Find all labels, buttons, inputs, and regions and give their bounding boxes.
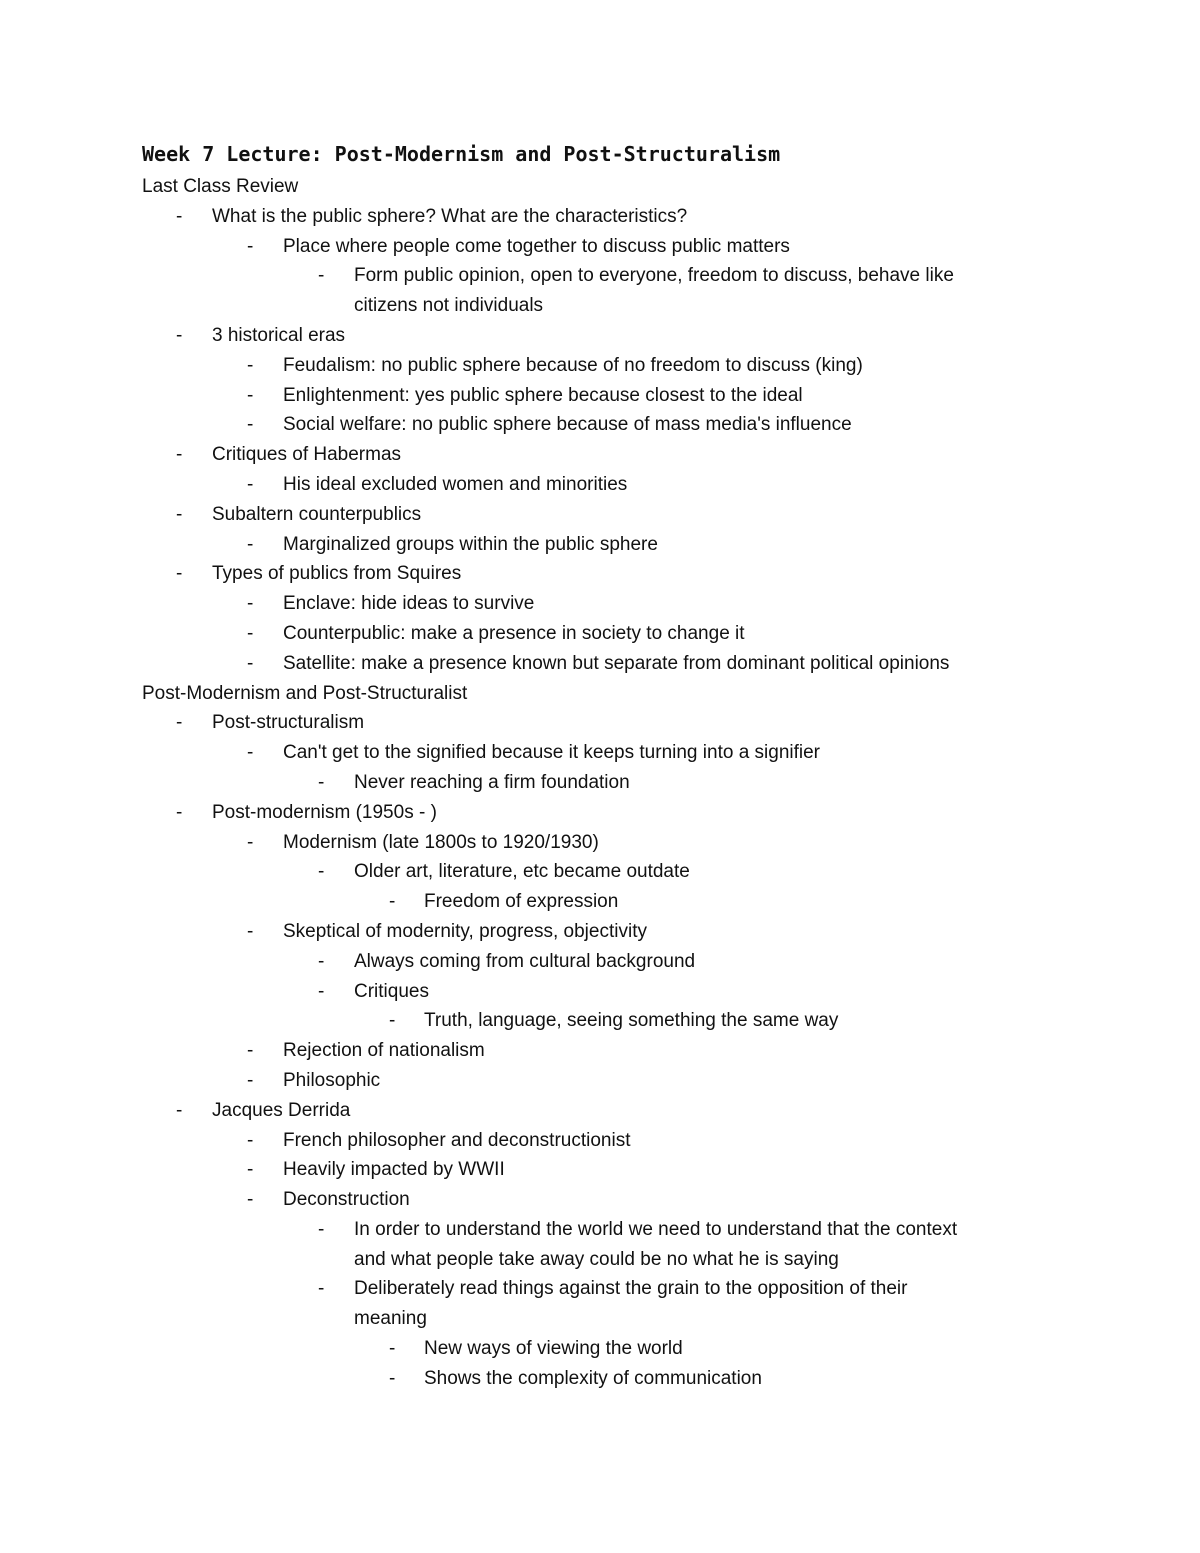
line-text: Skeptical of modernity, progress, objectivity xyxy=(283,920,647,942)
list-item xyxy=(0,708,1200,738)
line-text: Place where people come together to discuss public matters xyxy=(283,235,790,257)
bullet-dash: - xyxy=(247,593,254,615)
list-item xyxy=(0,1215,1200,1245)
bullet-dash: - xyxy=(389,891,396,913)
bullet-dash: - xyxy=(318,980,325,1002)
bullet-dash: - xyxy=(176,712,183,734)
list-item xyxy=(0,1155,1200,1185)
line-text: Philosophic xyxy=(283,1069,381,1091)
list-item xyxy=(0,649,1200,679)
line-text: Post-Modernism and Post-Structuralist xyxy=(142,682,468,704)
line-text: meaning xyxy=(354,1308,427,1330)
line-text: 3 historical eras xyxy=(212,324,346,346)
line-text: and what people take away could be no what he is saying xyxy=(354,1248,839,1270)
list-item xyxy=(0,1304,1200,1334)
line-text: Enclave: hide ideas to survive xyxy=(283,593,535,615)
line-text: Critiques xyxy=(354,980,429,1002)
line-text: Freedom of expression xyxy=(424,891,619,913)
line-text: Critiques of Habermas xyxy=(212,444,402,466)
bullet-dash: - xyxy=(318,265,325,287)
list-item xyxy=(0,1126,1200,1156)
bullet-dash: - xyxy=(247,652,254,674)
list-item xyxy=(0,202,1200,232)
line-text: Always coming from cultural background xyxy=(354,950,696,972)
bullet-dash: - xyxy=(318,861,325,883)
line-text: Deliberately read things against the grain to the opposition of their xyxy=(354,1278,908,1300)
list-item xyxy=(0,1096,1200,1126)
bullet-dash: - xyxy=(247,622,254,644)
line-text: Satellite: make a presence known but separate from dominant political opinions xyxy=(283,652,950,674)
line-text: Older art, literature, etc became outdate xyxy=(354,861,690,883)
list-item xyxy=(0,1274,1200,1304)
outline-list xyxy=(0,172,1200,1394)
list-item xyxy=(0,619,1200,649)
list-item xyxy=(0,530,1200,560)
list-item xyxy=(0,887,1200,917)
bullet-dash: - xyxy=(389,1338,396,1360)
bullet-dash: - xyxy=(247,831,254,853)
list-item xyxy=(0,1245,1200,1275)
section-heading xyxy=(0,679,1200,709)
list-item xyxy=(0,798,1200,828)
list-item xyxy=(0,291,1200,321)
line-text: Truth, language, seeing something the same way xyxy=(424,1010,839,1032)
list-item xyxy=(0,828,1200,858)
line-text: Post-structuralism xyxy=(212,712,365,734)
line-text: Last Class Review xyxy=(142,176,299,197)
line-text: citizens not individuals xyxy=(354,295,544,317)
bullet-dash: - xyxy=(247,920,254,942)
line-text: New ways of viewing the world xyxy=(424,1338,683,1360)
bullet-dash: - xyxy=(318,1218,325,1240)
list-item xyxy=(0,1036,1200,1066)
bullet-dash: - xyxy=(389,1010,396,1032)
list-item xyxy=(0,857,1200,887)
bullet-dash: - xyxy=(318,1278,325,1300)
list-item xyxy=(0,410,1200,440)
line-text: In order to understand the world we need to understand that the context xyxy=(354,1218,958,1240)
line-text: Post-modernism (1950s - ) xyxy=(212,801,437,823)
bullet-dash: - xyxy=(247,1189,254,1211)
list-item xyxy=(0,321,1200,351)
bullet-dash: - xyxy=(247,414,254,436)
list-item xyxy=(0,1006,1200,1036)
list-item xyxy=(0,589,1200,619)
list-item xyxy=(0,1364,1200,1394)
bullet-dash: - xyxy=(176,324,183,346)
bullet-dash: - xyxy=(176,801,183,823)
line-text: Enlightenment: yes public sphere because closest to the ideal xyxy=(283,384,803,406)
line-text: Deconstruction xyxy=(283,1189,410,1211)
line-text: Types of publics from Squires xyxy=(212,563,462,585)
list-item xyxy=(0,440,1200,470)
bullet-dash: - xyxy=(247,533,254,555)
list-item xyxy=(0,470,1200,500)
bullet-dash: - xyxy=(318,950,325,972)
list-item xyxy=(0,351,1200,381)
bullet-dash: - xyxy=(247,1040,254,1062)
section-heading xyxy=(0,172,1200,202)
bullet-dash: - xyxy=(176,503,183,525)
line-text: Subaltern counterpublics xyxy=(212,503,422,525)
line-text: Modernism (late 1800s to 1920/1930) xyxy=(283,831,599,853)
line-text: Form public opinion, open to everyone, freedom to discuss, behave like xyxy=(354,265,954,287)
bullet-dash: - xyxy=(247,354,254,376)
line-text: French philosopher and deconstructionist xyxy=(283,1129,631,1151)
bullet-dash: - xyxy=(247,1129,254,1151)
line-text: Social welfare: no public sphere because of mass media's influence xyxy=(283,414,852,436)
bullet-dash: - xyxy=(318,771,325,793)
line-text: Can't get to the signified because it keeps turning into a signifier xyxy=(283,742,821,764)
list-item xyxy=(0,232,1200,262)
list-item xyxy=(0,1185,1200,1215)
list-item xyxy=(0,1334,1200,1364)
list-item xyxy=(0,977,1200,1007)
bullet-dash: - xyxy=(247,235,254,257)
list-item xyxy=(0,381,1200,411)
line-text: Rejection of nationalism xyxy=(283,1040,485,1062)
line-text: Feudalism: no public sphere because of no freedom to discuss (king) xyxy=(283,354,863,376)
list-item xyxy=(0,261,1200,291)
list-item xyxy=(0,738,1200,768)
line-text: His ideal excluded women and minorities xyxy=(283,473,628,495)
line-text: Never reaching a firm foundation xyxy=(354,771,630,793)
bullet-dash: - xyxy=(176,205,183,227)
line-text: What is the public sphere? What are the characteristics? xyxy=(212,205,688,227)
bullet-dash: - xyxy=(176,563,183,585)
list-item xyxy=(0,559,1200,589)
line-text: Heavily impacted by WWII xyxy=(283,1159,505,1181)
bullet-dash: - xyxy=(176,1099,183,1121)
list-item xyxy=(0,500,1200,530)
list-item xyxy=(0,768,1200,798)
line-text: Jacques Derrida xyxy=(212,1099,351,1121)
page-title: Week 7 Lecture: Post-Modernism and Post-Structuralism xyxy=(142,142,781,166)
list-item xyxy=(0,1066,1200,1096)
bullet-dash: - xyxy=(247,1069,254,1091)
line-text: Shows the complexity of communication xyxy=(424,1367,762,1389)
bullet-dash: - xyxy=(247,742,254,764)
bullet-dash: - xyxy=(176,444,183,466)
bullet-dash: - xyxy=(247,384,254,406)
bullet-dash: - xyxy=(389,1367,396,1389)
list-item xyxy=(0,917,1200,947)
line-text: Counterpublic: make a presence in society to change it xyxy=(283,622,745,644)
bullet-dash: - xyxy=(247,473,254,495)
line-text: Marginalized groups within the public sphere xyxy=(283,533,658,555)
bullet-dash: - xyxy=(247,1159,254,1181)
list-item xyxy=(0,947,1200,977)
